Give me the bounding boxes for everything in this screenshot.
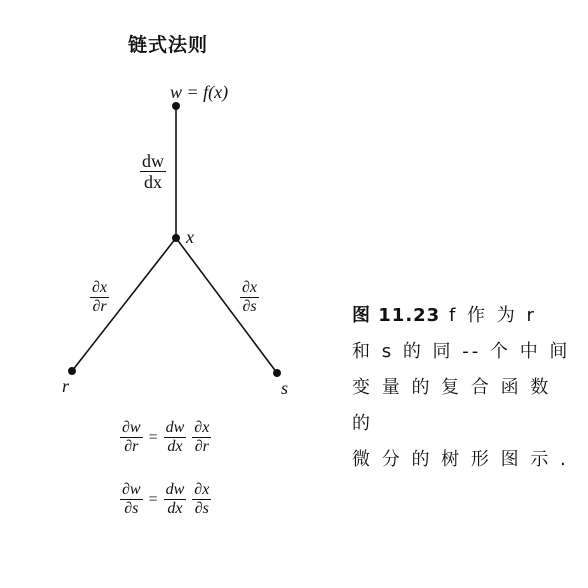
- caption-line-3: 变 量 的 复 合 函 数 的: [352, 377, 552, 434]
- node-w: [172, 102, 180, 110]
- caption-line-4: 微 分 的 树 形 图 示 .: [352, 449, 569, 470]
- leaf-label-s: s: [281, 378, 289, 398]
- formula-dw-dr: $\frac{\partial w}{\partial r}$ = $\frac{dw}{dx}$ $\frac{\partial x}{\partial r}$: [122, 419, 210, 455]
- leaf-label-r: r: [62, 376, 70, 396]
- edge-label-dw-dx: $\frac{dw}{dx}$: [142, 151, 164, 192]
- figure-number: 图 11.23: [352, 305, 441, 326]
- node-s: [273, 369, 281, 377]
- caption-line-1: 图 11.23 f 作 为 r: [352, 305, 537, 326]
- figure-caption: [352, 298, 574, 478]
- formula-dw-ds: $\frac{\partial w}{\partial s}$ = $\frac{dw}{dx}$ $\frac{\partial x}{\partial s}$: [122, 481, 210, 517]
- node-x: [172, 234, 180, 242]
- root-label: w = f(x): [170, 82, 229, 102]
- diagram-title: 链式法则: [128, 34, 209, 56]
- edge-x-r: [72, 238, 176, 371]
- edge-x-s: [176, 238, 277, 373]
- caption-line-2: 和 s 的 同 -- 个 中 间: [352, 341, 571, 362]
- edge-label-dx-dr: $\frac{\partial x}{\partial r}$: [92, 279, 108, 315]
- node-r: [68, 367, 76, 375]
- middle-label: x: [186, 227, 194, 247]
- edge-label-dx-ds: $\frac{\partial x}{\partial s}$: [242, 279, 258, 315]
